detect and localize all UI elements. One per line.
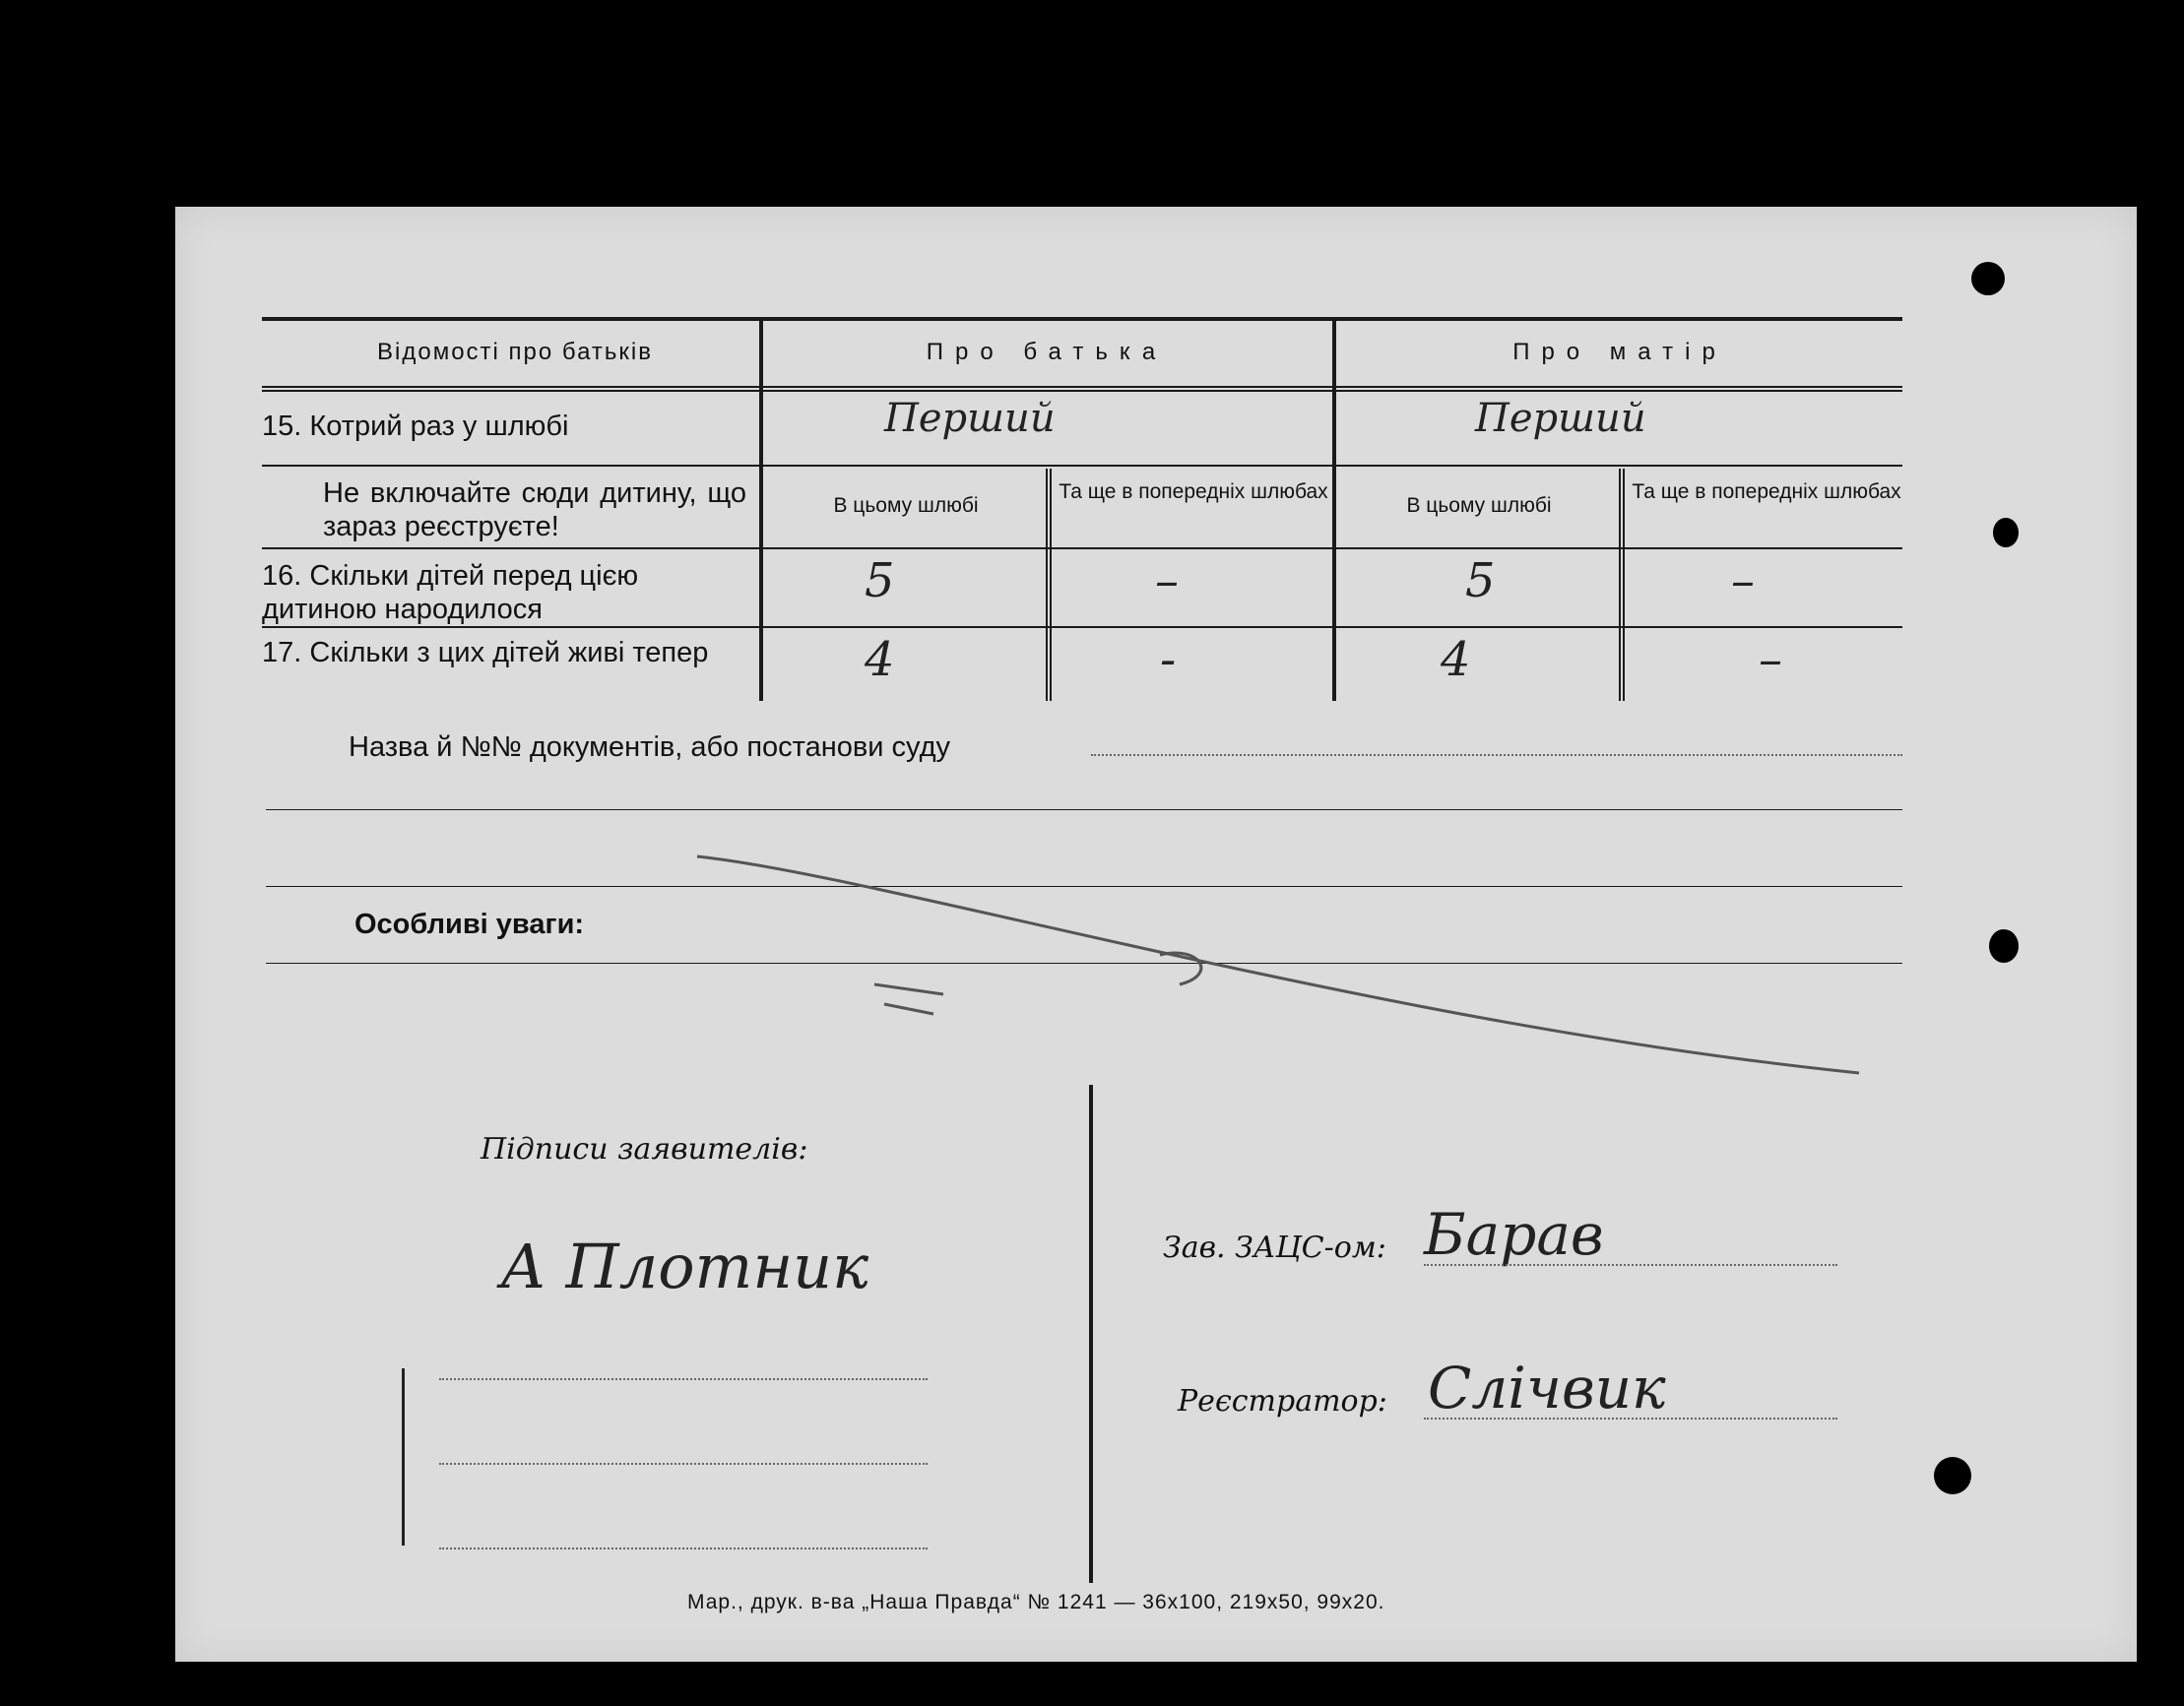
father-this-marriage-header: В цьому шлюбі xyxy=(833,494,979,517)
row15-rule xyxy=(262,465,1902,467)
header-info: Відомості про батьків xyxy=(377,339,653,365)
row17-mother-this: 4 xyxy=(1441,632,1471,687)
row15-father-value: Перший xyxy=(884,396,1056,441)
applicant-signature: А Плотник xyxy=(500,1231,869,1302)
col-divider-1 xyxy=(759,319,763,701)
binder-hole-3 xyxy=(1989,929,2019,963)
head-signature: Барав xyxy=(1424,1201,1604,1268)
applicant-line-3 xyxy=(439,1548,928,1549)
note-rule xyxy=(262,547,1902,549)
applicant-line-2 xyxy=(439,1463,928,1465)
father-subdivider-double xyxy=(1050,469,1052,701)
binder-hole-2 xyxy=(1993,518,2019,547)
row17-label: 17. Скільки з цих дітей живі тепер xyxy=(262,637,709,668)
header-mother: Про матір xyxy=(1512,339,1727,365)
form-sheet xyxy=(175,207,2137,1662)
row17-mother-prev: – xyxy=(1759,632,1782,687)
row16-mother-this: 5 xyxy=(1465,553,1496,608)
row16-label: 16. Скільки дітей перед цією дитиною народилося xyxy=(262,560,639,625)
row16-rule xyxy=(262,626,1902,628)
header-rule-double xyxy=(262,390,1902,392)
binder-hole-1 xyxy=(1971,262,2005,295)
head-label: Зав. ЗАЦС-ом: xyxy=(1163,1231,1386,1265)
pencil-strokes xyxy=(687,837,1869,1152)
signatures-divider xyxy=(1089,1085,1093,1583)
col-divider-2 xyxy=(1332,319,1336,701)
row16-mother-prev: – xyxy=(1731,553,1755,608)
mother-subdivider-double xyxy=(1623,469,1625,701)
printer-footer: Мар., друк. в-ва „Наша Правда“ № 1241 — 36х100, 219х50, 99х20. xyxy=(687,1591,1385,1613)
father-previous-header: Та ще в попередніх шлюбах xyxy=(1059,480,1328,503)
mother-previous-header: Та ще в попередніх шлюбах xyxy=(1632,480,1901,503)
row15-label: 15. Котрий раз у шлюбі xyxy=(262,411,569,442)
row17-father-this: 4 xyxy=(865,632,895,687)
row16-father-this: 5 xyxy=(865,553,895,608)
documents-dotted-line xyxy=(1091,754,1902,756)
head-dotted-line xyxy=(1424,1264,1837,1266)
registrar-dotted-line xyxy=(1424,1418,1837,1420)
remarks-label: Особливі уваги: xyxy=(354,909,585,940)
row17-father-prev: - xyxy=(1160,632,1177,687)
applicant-bracket xyxy=(402,1368,409,1546)
documents-line-2 xyxy=(266,809,1902,810)
header-father: Про батька xyxy=(926,339,1168,365)
applicant-line-1 xyxy=(439,1378,928,1380)
father-subdivider xyxy=(1046,469,1048,701)
registrar-label: Реєстратор: xyxy=(1178,1384,1387,1419)
row15-mother-value: Перший xyxy=(1475,396,1646,441)
applicants-label: Підписи заявителів: xyxy=(481,1132,808,1167)
registrar-signature: Слічвик xyxy=(1428,1355,1666,1422)
table-top-rule xyxy=(262,317,1902,321)
row16-father-prev: – xyxy=(1155,553,1179,608)
note-label: Не включайте сюди дитину, що зараз реєструєте! xyxy=(323,477,746,542)
header-rule xyxy=(262,386,1902,388)
mother-subdivider xyxy=(1619,469,1621,701)
documents-label: Назва й №№ документів, або постанови суду xyxy=(349,731,951,763)
binder-hole-4 xyxy=(1934,1457,1971,1494)
mother-this-marriage-header: В цьому шлюбі xyxy=(1406,494,1552,517)
